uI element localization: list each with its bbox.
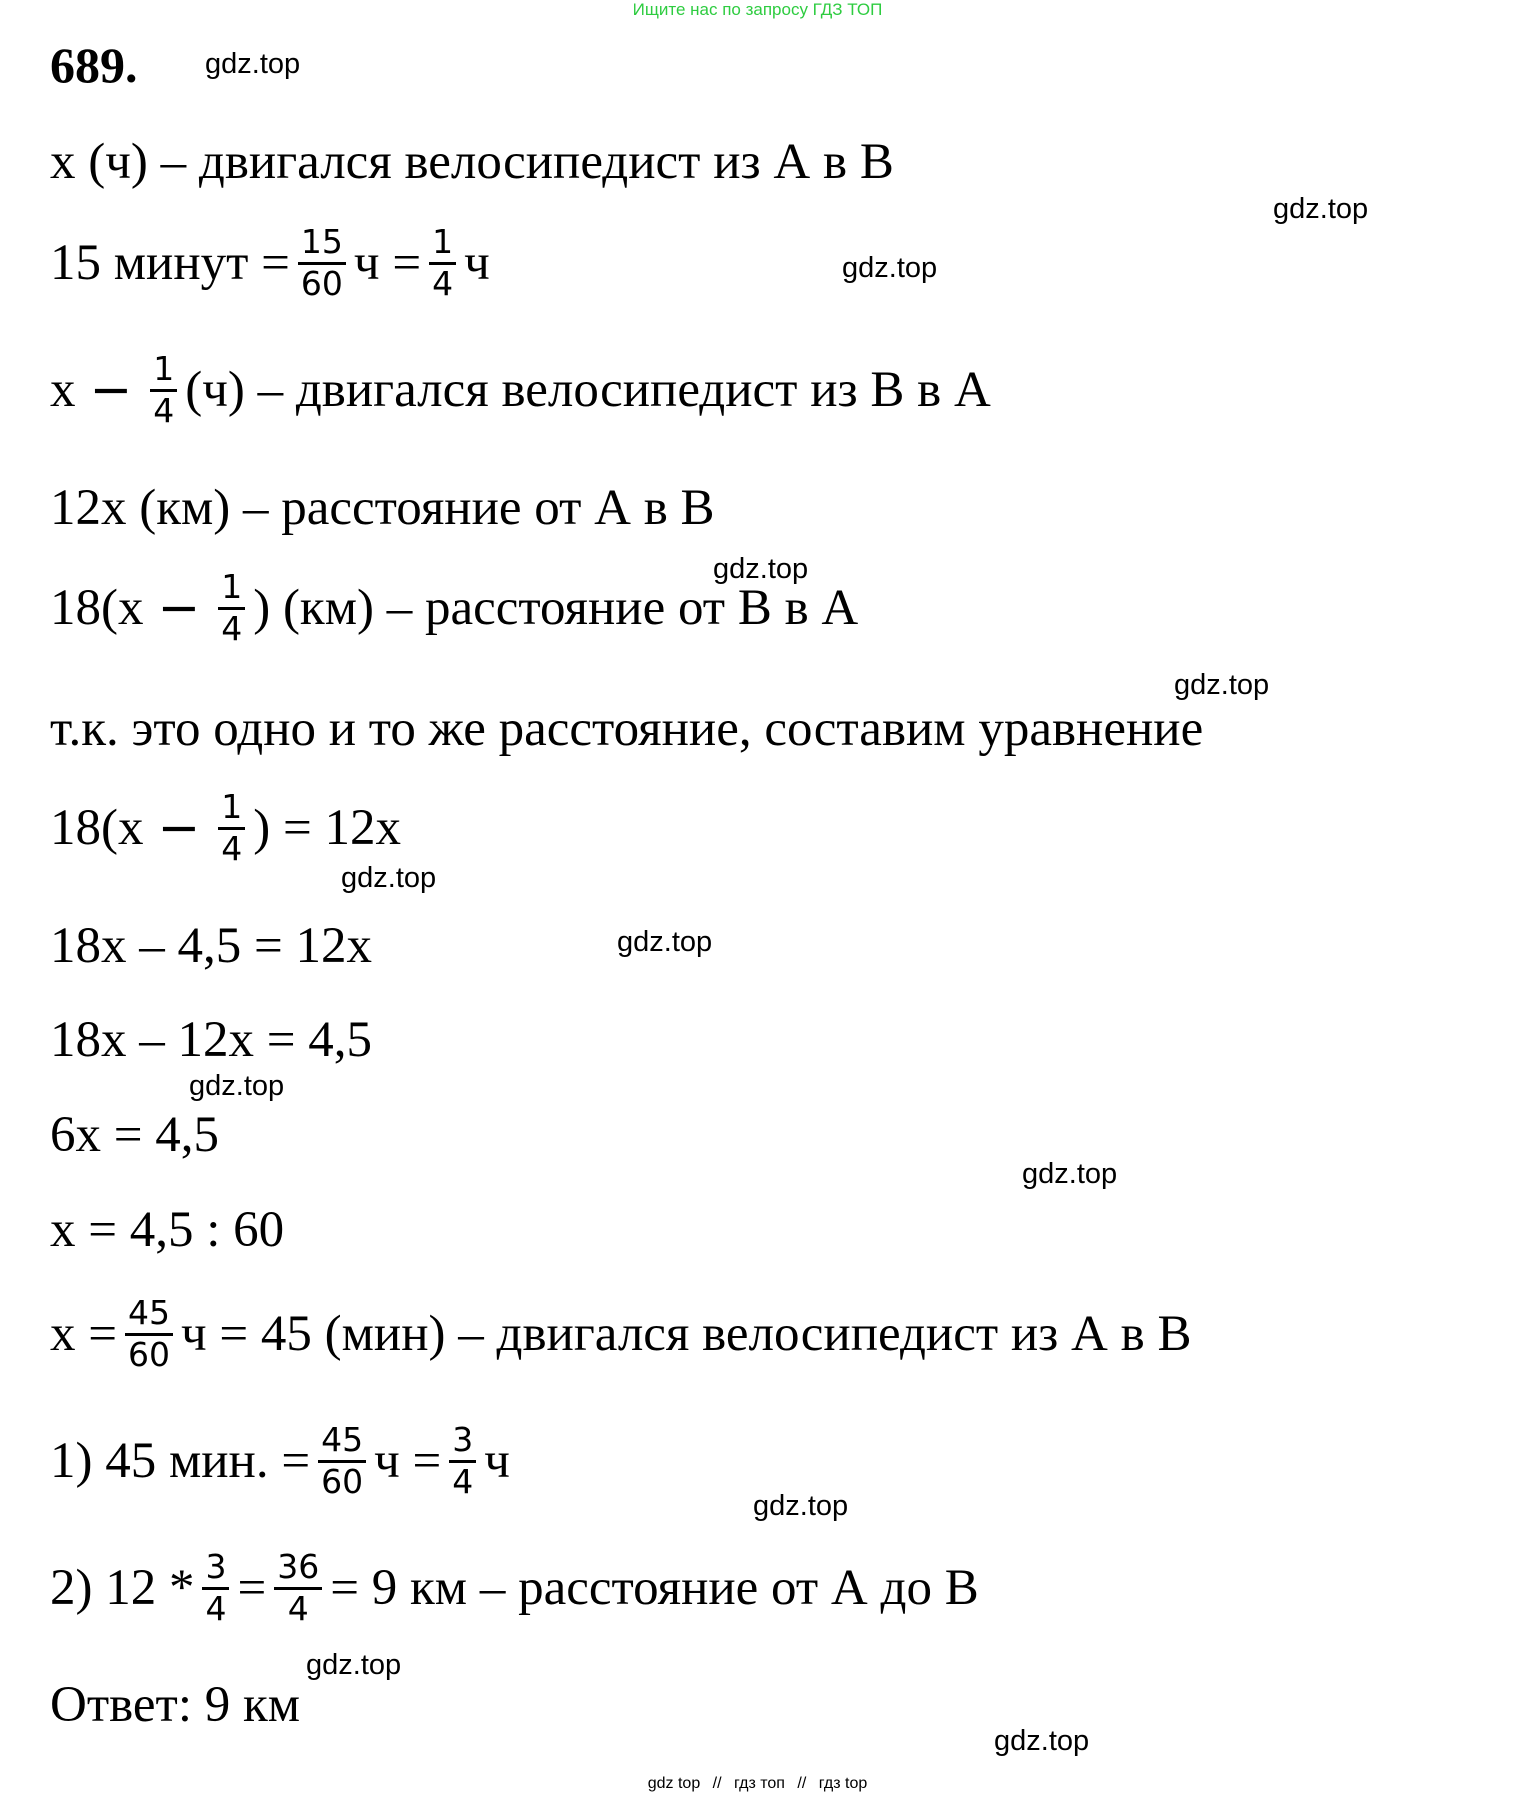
minus-sign: − (157, 798, 201, 858)
fraction-denominator: 60 (300, 263, 343, 303)
fraction-denominator: 4 (221, 608, 243, 648)
watermark: gdz.top (842, 252, 938, 284)
fraction-numerator: 15 (298, 225, 346, 265)
solution-line-10: 6х = 4,5 (50, 1107, 220, 1163)
fraction-denominator: 4 (452, 1461, 474, 1501)
watermark: gdz.top (189, 1070, 285, 1102)
line-text: 18(х (50, 799, 144, 856)
line-text: (ч) – двигался велосипедист из В в А (185, 361, 991, 418)
solution-line-11: х = 4,5 : 60 (50, 1202, 285, 1258)
fraction-denominator: 4 (432, 263, 454, 303)
minus-sign: − (89, 360, 133, 420)
solution-line-13 (50, 1420, 510, 1501)
watermark: gdz.top (994, 1725, 1090, 1757)
solution-line-6: т.к. это одно и то же расстояние, составим уравнение (50, 701, 1204, 757)
fraction-numerator: 1 (218, 790, 245, 830)
top-banner: Ищите нас по запросу ГДЗ ТОП (632, 0, 883, 19)
watermark: gdz.top (713, 553, 809, 585)
footer-link[interactable]: gdz top (647, 1775, 701, 1792)
fraction-numerator: 1 (429, 225, 456, 265)
line-text: = (237, 1559, 267, 1616)
line-text: 2) 12 * (50, 1559, 195, 1616)
fraction-numerator: 36 (274, 1550, 322, 1590)
solution-line-4: 12х (км) – расстояние от А в В (50, 480, 715, 536)
fraction-numerator: 3 (449, 1423, 476, 1463)
fraction-numerator: 1 (218, 570, 245, 610)
fraction (449, 1420, 476, 1501)
footer (0, 1775, 1515, 1793)
fraction (429, 222, 456, 303)
solution-line-7 (50, 787, 401, 868)
footer-separator: // (712, 1775, 722, 1792)
fraction (150, 349, 177, 430)
fraction-numerator: 1 (150, 352, 177, 392)
solution-line-8: 18х – 4,5 = 12х (50, 918, 373, 974)
fraction (318, 1420, 366, 1501)
line-text: ) = 12х (253, 799, 401, 856)
line-text: 1) 45 мин. = (50, 1432, 311, 1489)
watermark: gdz.top (306, 1649, 402, 1681)
footer-link[interactable]: гдз top (818, 1775, 868, 1792)
watermark: gdz.top (1174, 669, 1270, 701)
fraction-denominator: 4 (153, 390, 175, 430)
watermark: gdz.top (1273, 193, 1369, 225)
line-text: ) (км) – расстояние от В в А (253, 579, 859, 636)
problem-number: 689. (50, 37, 138, 93)
footer-separator: // (797, 1775, 807, 1792)
line-text: 15 минут = (50, 234, 290, 291)
fraction-denominator: 4 (287, 1588, 309, 1628)
fraction-numerator: 3 (202, 1550, 229, 1590)
fraction (218, 787, 245, 868)
line-text: ч (484, 1432, 510, 1489)
fraction (298, 222, 346, 303)
fraction-numerator: 45 (318, 1423, 366, 1463)
line-text: ч = (353, 234, 422, 291)
line-text: = 9 км – расстояние от А до В (330, 1559, 979, 1616)
line-text: ч = 45 (мин) – двигался велосипедист из А в В (181, 1305, 1192, 1362)
fraction (202, 1547, 229, 1628)
line-text: ч (464, 234, 490, 291)
footer-link[interactable]: гдз топ (734, 1775, 785, 1792)
line-text: х (50, 361, 76, 418)
solution-line-1: х (ч) – двигался велосипедист из А в В (50, 134, 894, 190)
answer-line: Ответ: 9 км (50, 1677, 301, 1733)
fraction-denominator: 4 (205, 1588, 227, 1628)
line-text: ч = (374, 1432, 442, 1489)
fraction (218, 567, 245, 648)
solution-line-2 (50, 222, 490, 303)
watermark: gdz.top (617, 926, 713, 958)
line-text: х = (50, 1305, 118, 1362)
watermark: gdz.top (753, 1490, 849, 1522)
solution-line-3 (50, 349, 991, 430)
watermark: gdz.top (341, 862, 437, 894)
fraction (274, 1547, 322, 1628)
watermark: gdz.top (1022, 1158, 1118, 1190)
solution-line-12 (50, 1293, 1192, 1374)
watermark: gdz.top (205, 48, 301, 80)
fraction-denominator: 60 (128, 1334, 171, 1374)
fraction (125, 1293, 173, 1374)
line-text: 18(х (50, 579, 144, 636)
minus-sign: − (157, 578, 201, 638)
fraction-denominator: 4 (221, 828, 243, 868)
fraction-denominator: 60 (321, 1461, 364, 1501)
solution-line-14 (50, 1547, 979, 1628)
fraction-numerator: 45 (125, 1296, 173, 1336)
solution-line-9: 18х – 12х = 4,5 (50, 1012, 373, 1068)
